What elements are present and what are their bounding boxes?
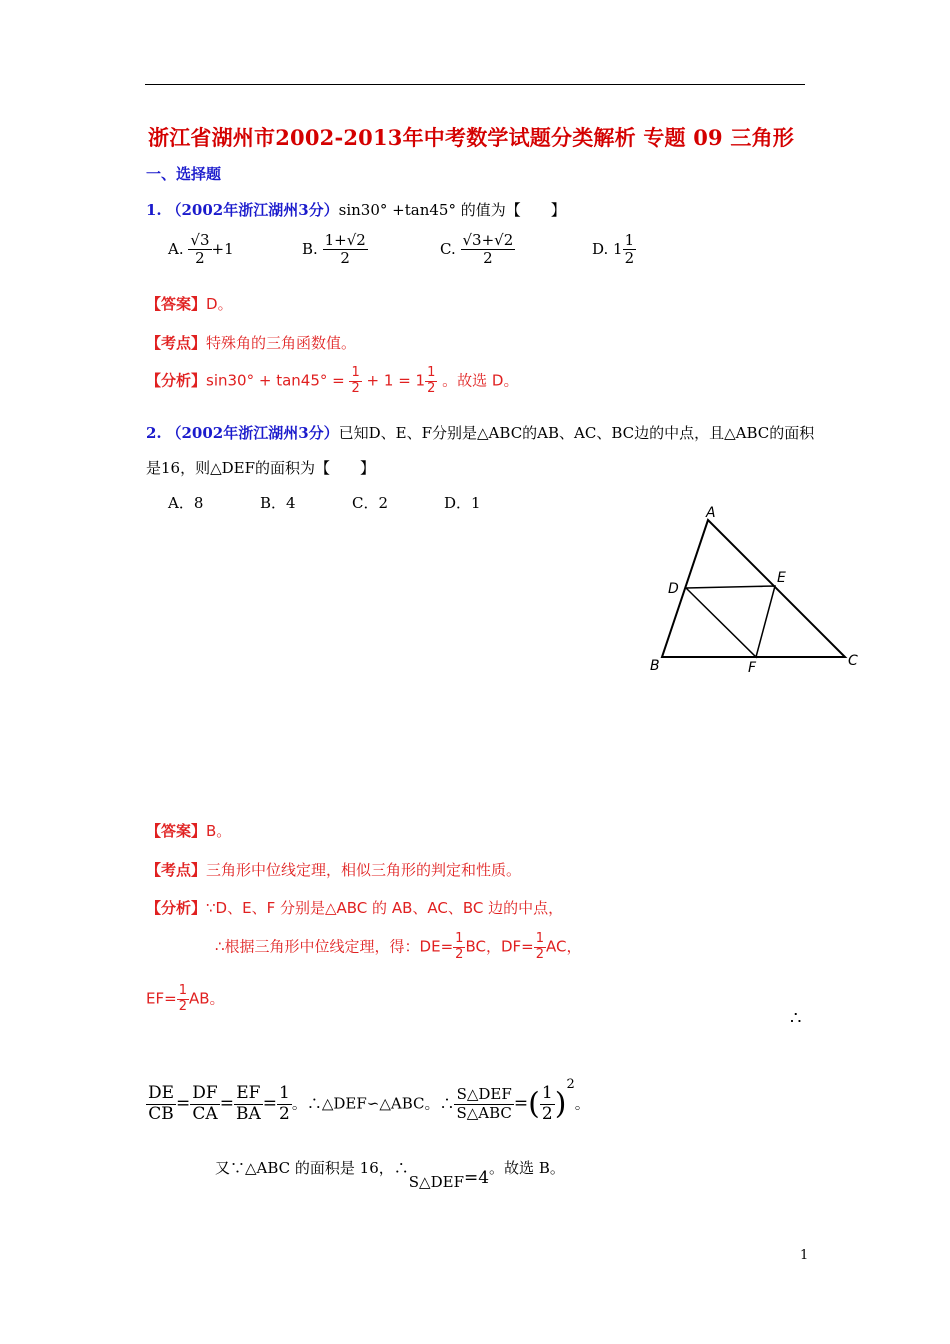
triangle-def: [686, 586, 775, 657]
q2-final-line: 又∵△ABC 的面积是 16，∴S△DEF=4。故选 B。: [215, 1159, 565, 1191]
q1-number: 1.: [146, 201, 162, 219]
section-heading: 一、选择题: [146, 165, 222, 183]
page-title: 浙江省湖州市2002-2013年中考数学试题分类解析 专题 09 三角形: [148, 125, 794, 150]
q2-option-d: D．1: [444, 494, 481, 512]
analysis-text: sin30° + tan45° =: [206, 371, 345, 390]
option-label: B.: [302, 239, 318, 258]
q2-option-c: C．2: [352, 494, 389, 512]
answer-text: D。: [206, 295, 233, 313]
label-e: E: [777, 570, 786, 586]
q2-point: [146, 859, 521, 880]
q2-option-b: B．4: [260, 494, 296, 512]
label-d: D: [668, 581, 679, 597]
q1-source: （2002年浙江湖州3分）: [166, 201, 339, 219]
paren-close: ): [554, 1086, 567, 1122]
q2-source: （2002年浙江湖州3分）: [166, 424, 339, 442]
q1-text: sin30° +tan45° 的值为【 】: [338, 201, 566, 219]
q2-analysis: [146, 897, 563, 918]
q1-option-b: [302, 232, 368, 268]
analysis-tag: 【分析】: [146, 371, 207, 390]
fraction: $\frac{1}{2}$: [351, 365, 360, 396]
option-label: C.: [440, 239, 456, 258]
fraction: $\frac{1}{2}$: [455, 931, 464, 962]
fraction: $\frac{1+√2}{2}$: [324, 231, 366, 268]
ratio-equation: $\frac{DE}{CB}$ = $\frac{DF}{CA}$ = $\frac{EF}{BA}$ = $\frac{1}{2}$ 。∴△DEF∽△ABC。∴ $\frac{\text{S△DEF}}{\text{S△ABC}}$ =( $\frac{1}{2}$ )$^2$。: [148, 1076, 590, 1124]
q2-analysis-line3: EF= $\frac{1}{2}$ AB。: [146, 983, 225, 1014]
q2-option-a: A．8: [168, 494, 204, 512]
point-tag: 【考点】: [146, 334, 207, 352]
q2-number: 2.: [146, 424, 162, 442]
therefore-symbol: ∴: [790, 1008, 802, 1029]
paren-open: (: [528, 1086, 540, 1122]
q2-text: 已知D、E、F分别是△ABC的AB、AC、BC边的中点，且△ABC的面积: [338, 424, 815, 442]
fraction: $\frac{√3}{2}$: [190, 231, 210, 268]
q1-option-c: [440, 232, 515, 268]
fraction: $\frac{1}{2}$: [535, 931, 544, 962]
q1-option-d: [592, 232, 636, 268]
point-tag: 【考点】: [146, 861, 207, 879]
q2-analysis-line2: ∴根据三角形中位线定理，得：DE= $\frac{1}{2}$ BC，DF= $\frac{1}{2}$ AC，: [215, 931, 582, 962]
fraction: $\frac{1}{2}$: [178, 983, 187, 1014]
analysis-text: 。故选 D。: [442, 371, 519, 390]
header-rule: [145, 84, 805, 85]
label-b: B: [650, 658, 660, 674]
fraction: $\frac{√3+√2}{2}$: [462, 231, 514, 268]
q2-answer: [146, 820, 231, 841]
label-f: F: [748, 660, 757, 676]
point-text: 三角形中位线定理，相似三角形的判定和性质。: [206, 861, 522, 879]
fraction: $\frac{1}{2}$: [427, 365, 436, 396]
fraction: $\frac{\text{S△DEF}}{\text{S△ABC}}$: [456, 1085, 512, 1122]
analysis-text: ∵D、E、F 分别是△ABC 的 AB、AC、BC 边的中点，: [206, 899, 564, 917]
label-a: A: [706, 505, 716, 521]
option-tail: +1: [211, 239, 234, 258]
answer-text: B。: [206, 822, 232, 840]
fraction: $\frac{1}{2}$: [624, 231, 635, 268]
fraction: $\frac{DF}{CA}$: [192, 1083, 218, 1124]
option-label: A.: [168, 239, 184, 258]
q1-option-a: [168, 232, 234, 268]
fraction: $\frac{DE}{CB}$: [148, 1083, 175, 1124]
q1-point: [146, 332, 356, 353]
q1-answer: [146, 293, 233, 314]
q1-analysis: [146, 366, 518, 397]
answer-tag: 【答案】: [146, 822, 207, 840]
label-c: C: [848, 653, 858, 669]
analysis-tag: 【分析】: [146, 899, 207, 917]
analysis-text: + 1 = 1: [366, 371, 426, 390]
option-label: D.: [592, 239, 609, 258]
q2-stem-line2: 是16，则△DEF的面积为【 】: [146, 459, 376, 477]
q2-stem-line1: [146, 422, 814, 443]
fraction: $\frac{EF}{BA}$: [235, 1083, 261, 1124]
fraction: $\frac{1}{2}$: [279, 1083, 290, 1124]
page-number: 1: [800, 1248, 809, 1263]
triangle-figure: [640, 500, 870, 680]
q1-stem: [146, 199, 566, 220]
fraction: $\frac{1}{2}$: [541, 1083, 553, 1124]
answer-tag: 【答案】: [146, 295, 207, 313]
point-text: 特殊角的三角函数值。: [206, 334, 357, 352]
mixed-whole: 1: [613, 239, 623, 258]
